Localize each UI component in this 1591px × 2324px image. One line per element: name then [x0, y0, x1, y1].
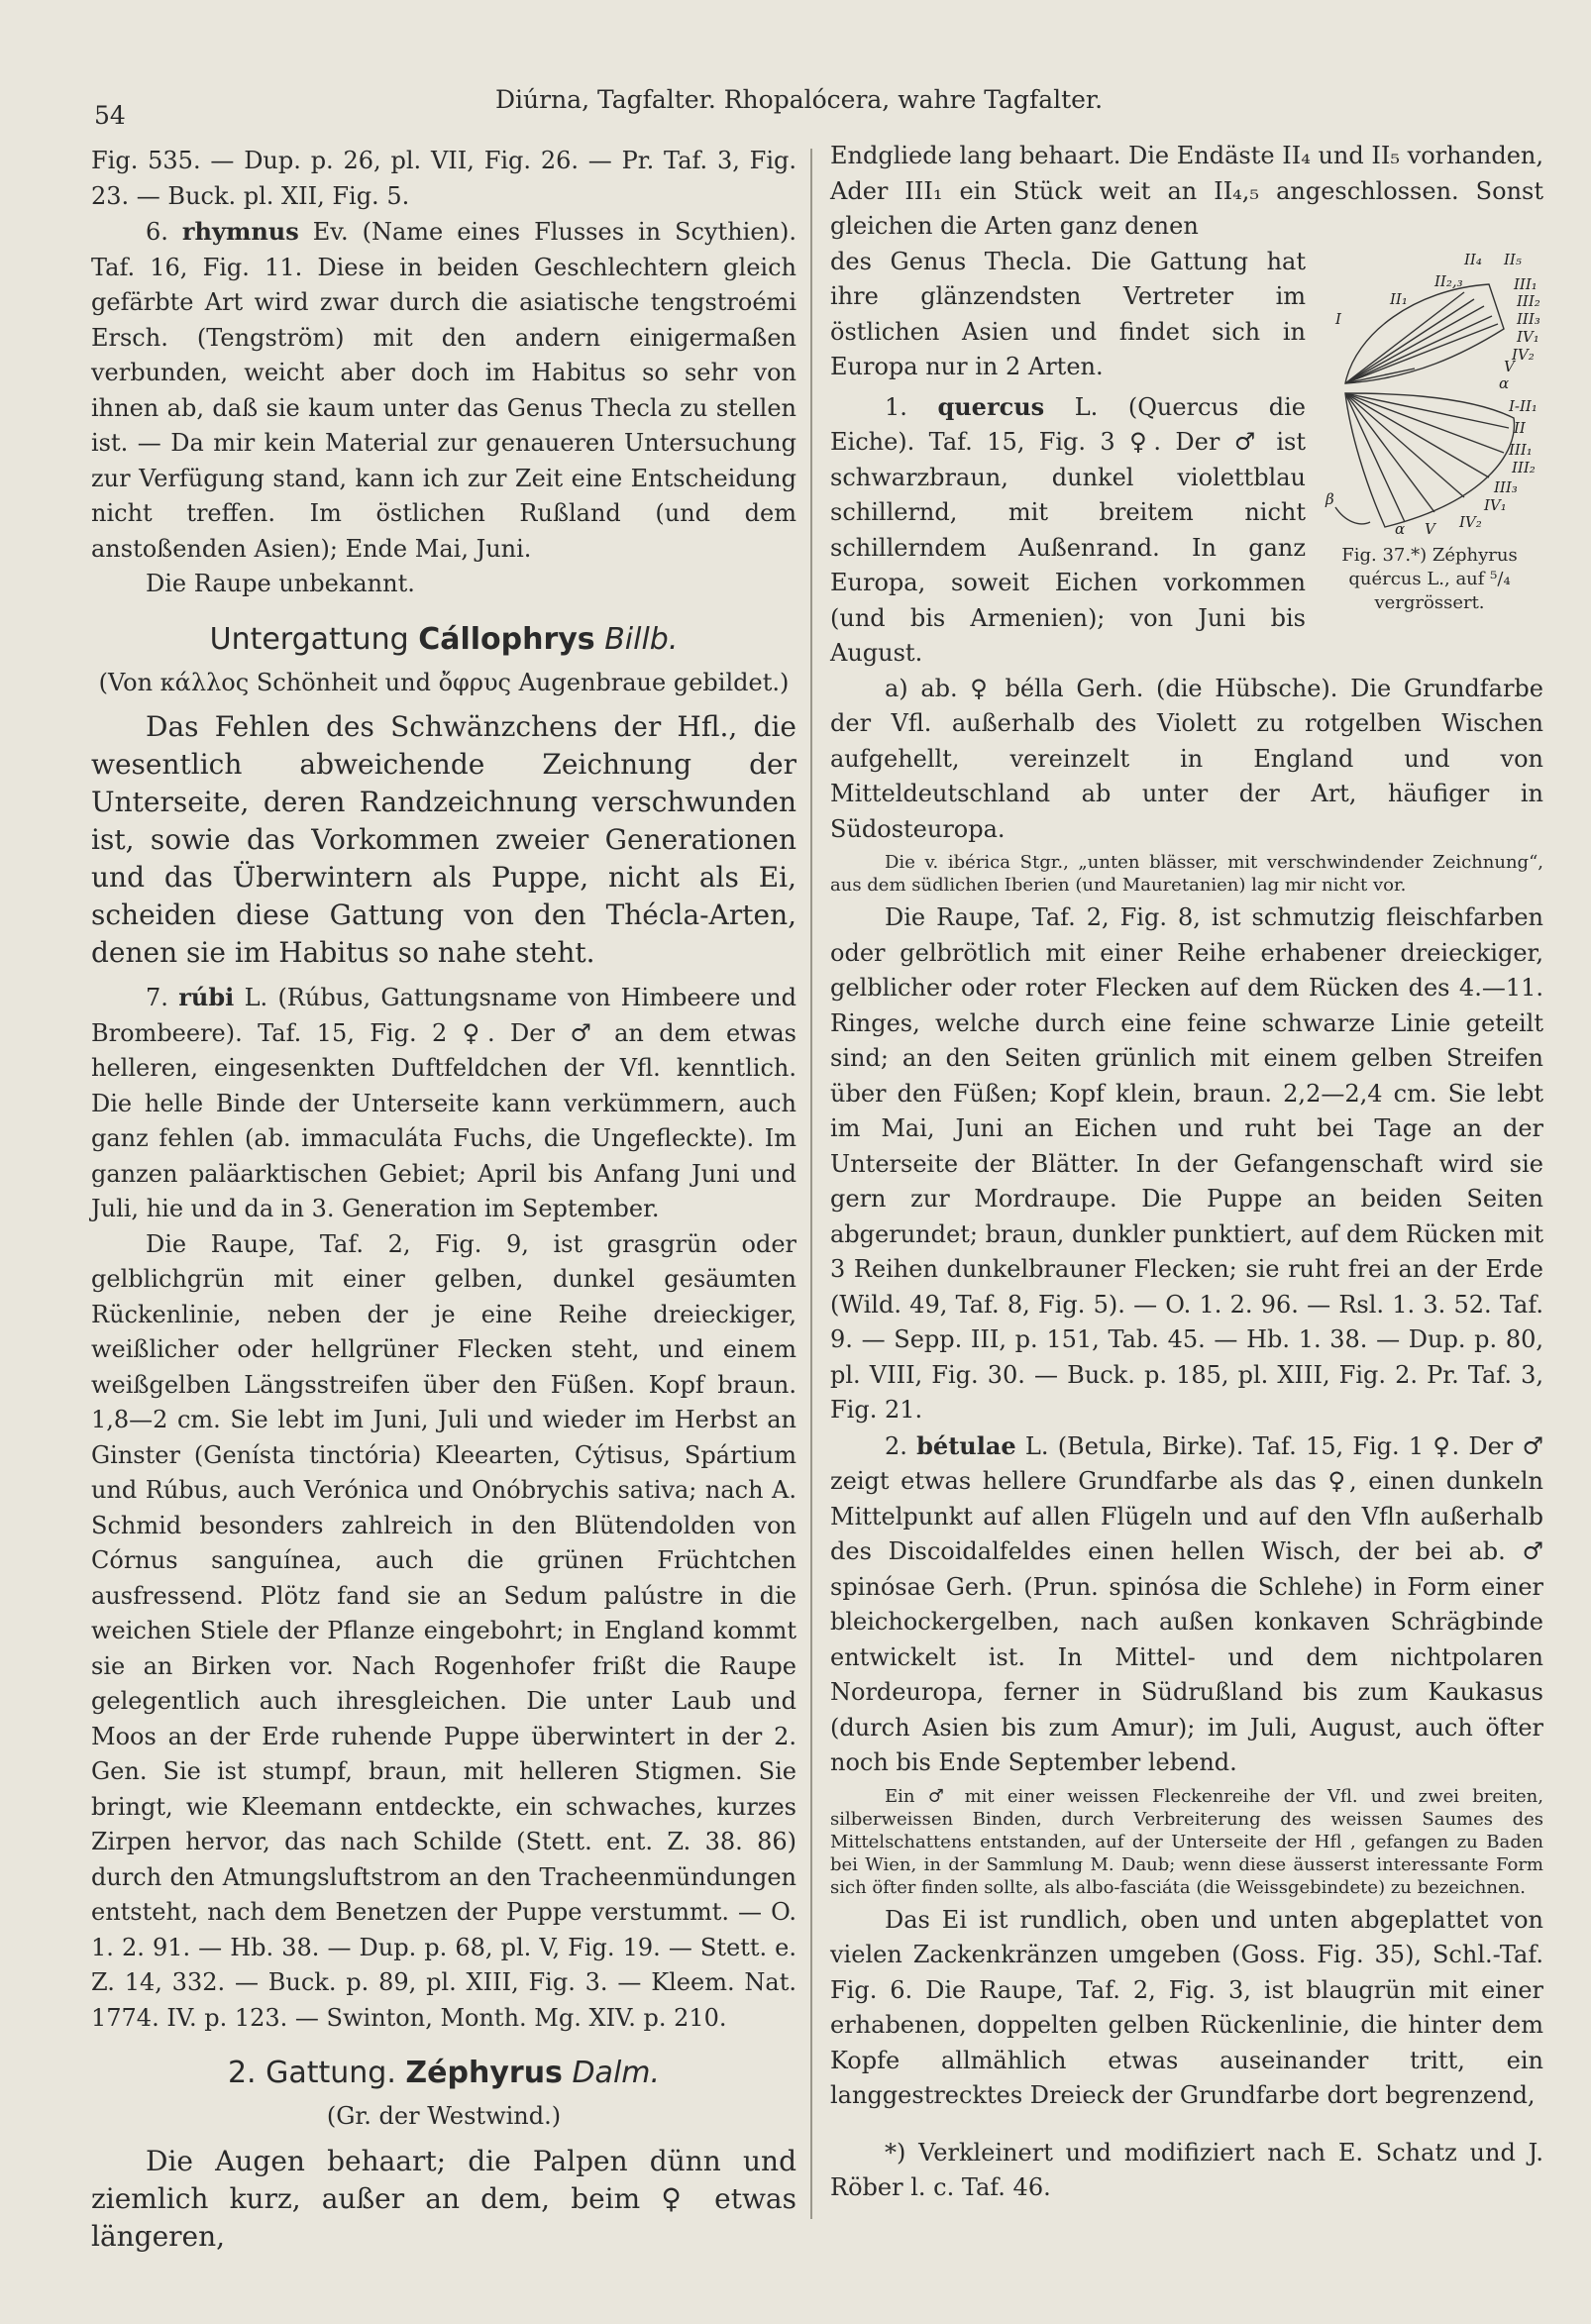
subgenus-etymology: (Von κάλλος Schönheit und ὄφρυς Augenbraue gebildet.): [98, 668, 790, 696]
genus-etymology: (Gr. der Westwind.): [326, 2102, 562, 2130]
vein-label: III₂: [1512, 458, 1536, 476]
vein-label: α: [1499, 373, 1510, 392]
vein-label: V: [1504, 357, 1515, 375]
vein-label: V: [1425, 519, 1435, 538]
species-name: rúbi: [178, 983, 235, 1011]
species-name: rhymnus: [181, 217, 299, 246]
species-rhymnus: 6. rhymnus Ev. (Name eines Flusses in Scythien). Taf. 16, Fig. 11. Diese in beiden Geschlechtern gleich gefärbte Art wird zwar durch die asiatische tengstroémi Ersch. (Tengström) mit den andern einigermaßen verbunden, weicht aber doch im Habitus so sehr von ihnen ab, daß sie kaum unter das Genus Thecla zu stellen ist. — Da mir kein Material zur genaueren Untersuchung zur Verfügung stand, kann ich zur Zeit eine Entscheidung nicht treffen. Im östlichen Rußland (und dem anstoßenden Asien); Ende Mai, Juni.: [91, 217, 796, 563]
egg-description: Das Ei ist rundlich, oben und unten abgeplattet von vielen Zackenkränzen umgeben (Goss. Fig. 35), Schl.-Taf. Fig. 6. Die Raupe, Taf. 2, Fig. 3, ist blaugrün mit einer erhabenen, doppelten gelben Rückenlinie, die hinter dem Kopfe allmählich etwas auseinander tritt, ein langgestrecktes Dreieck der Grundfarbe dort begrenzend,: [830, 1905, 1543, 2109]
reference-paragraph: Fig. 535. — Dup. p. 26, pl. VII, Fig. 26. — Pr. Taf. 3, Fig. 23. — Buck. pl. XII, Fig. 5.: [91, 147, 796, 210]
subgenus-description: Das Fehlen des Schwänzchens der Hfl., die wesentlich abweichende Zeichnung der Unterseite, deren Randzeichnung verschwunden ist, sowie das Vorkommen zweier Generationen und das Überwintern als Puppe, nicht als Ei, scheiden diese Gattung von den Thécla-Arten, denen sie im Habitus so nahe steht.: [91, 710, 796, 969]
aberration-note: Ein ♂ mit einer weissen Fleckenreihe der Vfl. und zwei breiten, silberweissen Binden, durch Verbreiterung des weissen Saumes des Mittelschattens entstanden, auf der Unterseite der Hfl , gefangen zu Baden bei Wien, in der Sammlung M. Daub; wenn diese äusserst interessante Form sich öfter finden sollte, als albo-fasciáta (die Weissgebindete) zu bezeichnen.: [830, 1785, 1543, 1898]
species-name: quercus: [937, 391, 1045, 421]
vein-label: II₂,₃: [1434, 271, 1463, 290]
caterpillar-description: Die Raupe, Taf. 2, Fig. 8, ist schmutzig fleischfarben oder gelbrötlich mit einer Reihe erhabener dreieckiger, gelblicher oder roter Flecken auf dem Rücken des 4.—11. Ringes, welche durch eine feine schwarze Linie geteilt sind; an den Seiten grünlich mit einem gelben Streifen über den Füßen; Kopf klein, braun. 2,2—2,4 cm. Sie lebt im Mai, Juni an Eichen und ruht bei Tage an der Unterseite der Blätter. In der Gefangenschaft wird sie gern zur Mordraupe. Die Puppe an beiden Seiten abgerundet; braun, dunkler punktiert, auf dem Rücken mit 3 Reihen dunkelbrauner Flecken; sie ruht frei an der Erde (Wild. 49, Taf. 8, Fig. 5). — O. 1. 2. 96. — Rsl. 1. 3. 52. Taf. 9. — Sepp. III, p. 151, Tab. 45. — Hb. 1. 38. — Dup. p. 80, pl. VIII, Fig. 30. — Buck. p. 185, pl. XIII, Fig. 2. Pr. Taf. 3, Fig. 21.: [830, 903, 1543, 1424]
vein-label: IV₁: [1517, 327, 1539, 346]
vein-label: III₃: [1494, 477, 1518, 496]
caterpillar-note: Die Raupe unbekannt.: [146, 570, 415, 597]
vein-label: α: [1395, 519, 1406, 538]
column-divider: [810, 149, 812, 2219]
caterpillar-description: Die Raupe, Taf. 2, Fig. 9, ist grasgrün oder gelblichgrün mit einer gelben, dunkel gesäumten Rückenlinie, neben der je eine Reihe dreieckiger, weißlicher oder hellgrüner Flecken steht, und einem weißgelben Längsstreifen über den Füßen. Kopf braun. 1,8—2 cm. Sie lebt im Juni, Juli und wieder im Herbst an Ginster (Genísta tinctória) Kleearten, Cýtisus, Spártium und Rúbus, auch Verónica und Onóbrychis sativa; nach A. Schmid besonders zahlreich in den Blütendolden von Córnus sanguínea, auch die grünen Früchtchen ausfressend. Plötz fand sie an Sedum palústre in die weichen Stiele der Pflanze eingebohrt; in England kommt sie an Birken vor. Nach Rogenhofer frißt die Raupe gelegentlich auch ihresgleichen. Die unter Laub und Moos an der Erde ruhende Puppe überwintert in der 2. Gen. Sie ist stumpf, braun, mit helleren Stigmen. Sie bringt, wie Kleemann entdeckte, ein schwaches, kurzes Zirpen hervor, das nach Schilde (Stett. ent. Z. 38. 86) durch den Atmungsluftstrom an den Tracheenmündungen entsteht, nach dem Benetzen der Puppe verstummt. — O. 1. 2. 91. — Hb. 38. — Dup. p. 68, pl. V, Fig. 19. — Stett. e. Z. 14, 332. — Buck. p. 89, pl. XIII, Fig. 3. — Kleem. Nat. 1774. IV. p. 123. — Swinton, Month. Mg. XIV. p. 210.: [91, 1229, 796, 2032]
genus-heading: 2. Gattung. Zéphyrus Dalm.: [227, 2056, 661, 2090]
vein-label: II₁: [1390, 289, 1408, 308]
vein-label: III₁: [1514, 274, 1538, 293]
left-column: [91, 144, 796, 2264]
vein-label: I: [1335, 309, 1341, 328]
running-title: Diúrna, Tagfalter. Rhopalócera, wahre Tagfalter.: [495, 85, 1104, 114]
vein-label: I-II₁: [1509, 396, 1538, 415]
species-quercus: 1. quercus L. (Quercus die Eiche). Taf. 15, Fig. 3 ♀. Der ♂ ist schwarzbraun, dunkel violettblau schillernd, mit breitem nicht schillerndem Außenrand. In ganz Europa, soweit Eichen vorkommen (und bis Armenien); von Juni bis August.: [830, 391, 1306, 667]
right-column: [830, 139, 1543, 2206]
vein-label: IV₂: [1512, 345, 1535, 364]
vein-label: IV₂: [1459, 512, 1482, 531]
vein-label: III₃: [1517, 309, 1540, 328]
vein-label: II: [1514, 418, 1526, 437]
variety-note: Die v. ibérica Stgr., „unten blässer, mit verschwindender Zeichnung“, aus dem südlichen Iberien (und Mauretanien) lag mir nicht vor.: [830, 852, 1543, 896]
vein-label: III₁: [1509, 440, 1533, 459]
subgenus-heading: Untergattung Cállophrys Billb.: [209, 621, 679, 657]
wing-venation-diagram: [1316, 245, 1543, 542]
vein-label: II₄: [1464, 250, 1482, 268]
species-rubi: 7. rúbi L. (Rúbus, Gattungsname von Himbeere und Brombeere). Taf. 15, Fig. 2 ♀. Der ♂ an dem etwas helleren, eingesenkten Duftfeldchen der Vfl. kenntlich. Die helle Binde der Unterseite kann verkümmern, auch ganz fehlen (ab. immaculáta Fuchs, die Ungefleckte). Im ganzen paläarktischen Gebiet; April bis Anfang Juni und Juli, hie und da in 3. Generation im September.: [91, 983, 796, 1222]
vein-label: II₅: [1504, 250, 1522, 268]
wing-venation-figure: [1316, 245, 1543, 615]
footnote: *) Verkleinert und modifiziert nach E. Schatz und J. Röber l. c. Taf. 46.: [830, 2138, 1543, 2201]
figure-caption: Fig. 37.*) Zéphyrus quércus L., auf ⁵/₄ vergrössert.: [1341, 544, 1518, 613]
vein-label: β: [1326, 489, 1334, 508]
vein-label: III₂: [1517, 291, 1540, 310]
species-name: bétulae: [916, 1430, 1016, 1460]
genus-description-cont: Endgliede lang behaart. Die Endäste II₄ und II₅ vorhanden, Ader III₁ ein Stück weit an II₄,₅ angeschlossen. Sonst gleichen die Arten ganz denen: [830, 142, 1543, 240]
genus-description: Die Augen behaart; die Palpen dünn und ziemlich kurz, außer an dem, beim ♀ etwas längeren,: [91, 2144, 796, 2253]
genus-description-end: des Genus Thecla. Die Gattung hat ihre glänzendsten Vertreter im östlichen Asien und findet sich in Europa nur in 2 Arten.: [830, 247, 1306, 380]
vein-label: IV₁: [1484, 495, 1507, 514]
page-header: [0, 75, 1591, 130]
page-number: 54: [94, 101, 126, 130]
species-betulae: 2. bétulae L. (Betula, Birke). Taf. 15, Fig. 1 ♀. Der ♂ zeigt etwas hellere Grundfarbe als das ♀, einen dunkeln Mittelpunkt auf allen Flügeln und auf den Vfln außerhalb des Discoidalfeldes einen hellen Wisch, der bei ab. ♂ spinósae Gerh. (Prun. spinósa die Schlehe) in Form einer bleichockergelben, nach außen konkaven Schrägbinde entwickelt ist. In Mittel- und dem nichtpolaren Nordeuropa, ferner in Südrußland bis zum Kaukasus (durch Asien bis zum Amur); im Juli, August, auch öfter noch bis Ende September lebend.: [830, 1430, 1543, 1776]
aberration-bella: a) ab. ♀ bélla Gerh. (die Hübsche). Die Grundfarbe der Vfl. außerhalb des Violett zu rotgelben Wischen aufgehellt, vereinzelt in England und von Mitteldeutschland ab unter der Art, häufiger in Südosteuropa.: [830, 674, 1543, 843]
